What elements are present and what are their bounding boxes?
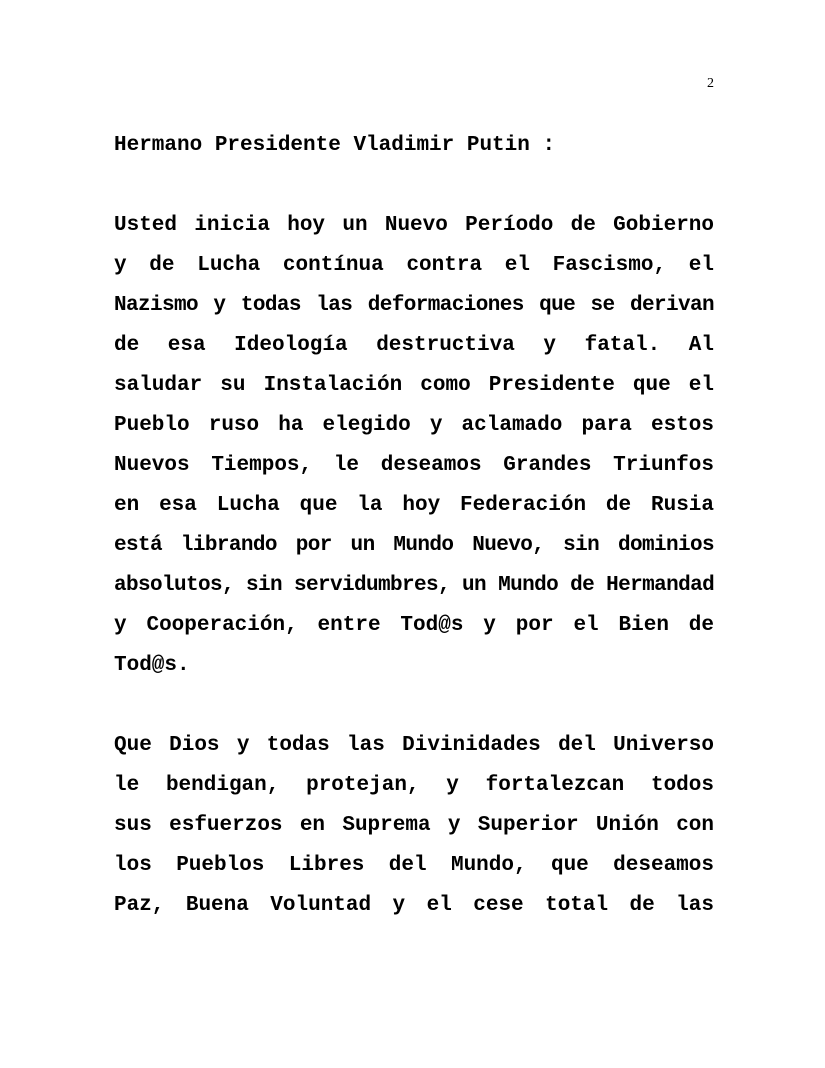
letter-salutation: Hermano Presidente Vladimir Putin : — [114, 134, 556, 157]
paragraph-line: y de Lucha contínua contra el Fascismo, el — [114, 254, 714, 277]
paragraph-line: le bendigan, protejan, y fortalezcan todos — [114, 774, 714, 797]
paragraph-line: Pueblo ruso ha elegido y aclamado para estos — [114, 414, 714, 437]
letter-paragraph-2 — [114, 726, 714, 926]
paragraph-line: sus esfuerzos en Suprema y Superior Unión con — [114, 814, 714, 837]
paragraph-line: Nazismo y todas las deformaciones que se derivan — [114, 294, 714, 317]
paragraph-line: Que Dios y todas las Divinidades del Universo — [114, 734, 714, 757]
paragraph-line: está librando por un Mundo Nuevo, sin dominios — [114, 534, 714, 557]
paragraph-line: los Pueblos Libres del Mundo, que deseamos — [114, 854, 714, 877]
paragraph-line: Tod@s. — [114, 654, 190, 677]
paragraph-line: absolutos, sin servidumbres, un Mundo de Hermandad — [114, 574, 715, 597]
letter-paragraph-1 — [114, 206, 714, 686]
paragraph-line: y Cooperación, entre Tod@s y por el Bien de — [114, 614, 714, 637]
paragraph-line: de esa Ideología destructiva y fatal. Al — [114, 334, 714, 357]
letter-body — [114, 126, 714, 966]
paragraph-line: saludar su Instalación como Presidente que el — [114, 374, 714, 397]
page-number: 2 — [707, 76, 714, 91]
paragraph-line: Usted inicia hoy un Nuevo Período de Gobierno — [114, 214, 714, 237]
paragraph-line: en esa Lucha que la hoy Federación de Rusia — [114, 494, 714, 517]
paragraph-line: Nuevos Tiempos, le deseamos Grandes Triunfos — [114, 454, 714, 477]
paragraph-line: Paz, Buena Voluntad y el cese total de las — [114, 894, 714, 917]
